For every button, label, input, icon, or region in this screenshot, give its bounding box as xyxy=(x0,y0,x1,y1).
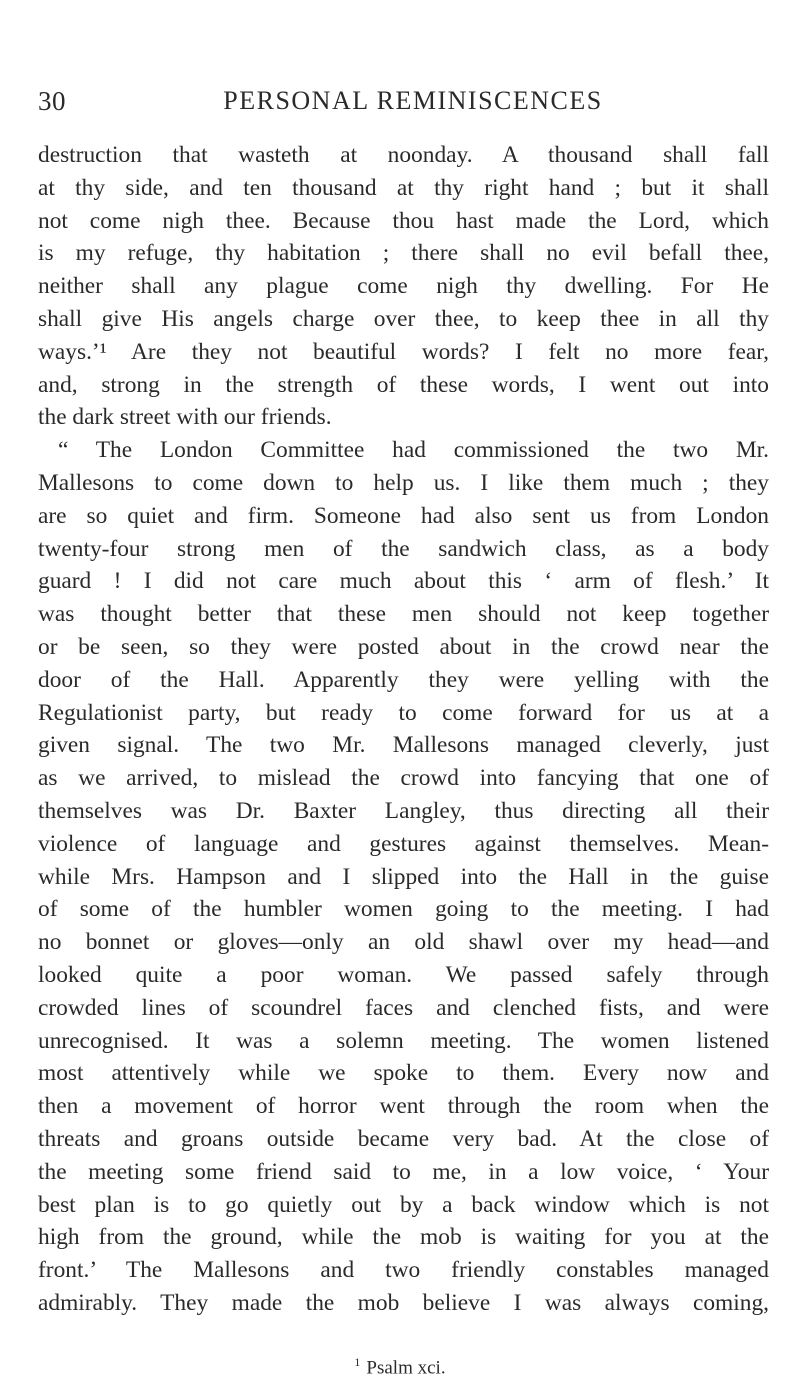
footnote xyxy=(0,1350,800,1380)
text-line: door of the Hall. Apparently they were yelling with the xyxy=(38,666,769,693)
text-line: while Mrs. Hampson and I slipped into the Hall in the guise xyxy=(38,863,769,890)
text-line: ways.’¹ Are they not beautiful words? I felt no more fear, xyxy=(38,338,769,365)
text-line: destruction that wasteth at noonday. A thousand shall fall xyxy=(38,142,769,168)
text-line: neither shall any plague come nigh thy dwelling. For He xyxy=(38,273,769,300)
text-line: violence of language and gestures against themselves. Mean- xyxy=(38,830,769,857)
text-line: and, strong in the strength of these words, I went out into xyxy=(38,371,769,398)
page-number: 30 xyxy=(38,86,66,116)
text-line: guard ! I did not care much about this ‘ arm of flesh.’ It xyxy=(38,568,769,595)
text-line: admirably. They made the mob believe I was always coming, xyxy=(38,1289,769,1316)
text-line: the dark street with our friends. xyxy=(38,404,332,431)
text-line: not come nigh thee. Because thou hast made the Lord, which xyxy=(38,207,769,234)
text-line: themselves was Dr. Baxter Langley, thus directing all their xyxy=(38,797,769,824)
text-line: best plan is to go quietly out by a back window which is not xyxy=(38,1191,769,1218)
text-line: Regulationist party, but ready to come forward for us at a xyxy=(38,699,769,726)
text-line: threats and groans outside became very bad. At the close of xyxy=(38,1125,769,1152)
running-head xyxy=(38,86,768,126)
text-line: crowded lines of scoundrel faces and clenched fists, and were xyxy=(38,994,769,1021)
text-line: is my refuge, thy habitation ; there shall no evil befall thee, xyxy=(38,240,769,267)
text-line: twenty-four strong men of the sandwich class, as a body xyxy=(38,535,769,562)
text-line: are so quiet and firm. Someone had also sent us from London xyxy=(38,502,769,529)
text-line: unrecognised. It was a solemn meeting. The women listened xyxy=(38,1027,769,1054)
text-line: as we arrived, to mislead the crowd into fancying that one of xyxy=(38,765,769,792)
text-line: shall give His angels charge over thee, to keep thee in all thy xyxy=(38,305,769,332)
book-title: PERSONAL REMINISCENCES xyxy=(223,86,603,115)
text-line: then a movement of horror went through the room when the xyxy=(38,1093,769,1120)
text-line: was thought better that these men should not keep together xyxy=(38,601,769,628)
text-line: high from the ground, while the mob is waiting for you at the xyxy=(38,1224,769,1251)
footnote-text: Psalm xci. xyxy=(366,1357,446,1379)
text-line: most attentively while we spoke to them. Every now and xyxy=(38,1060,769,1087)
footnote-marker: 1 xyxy=(354,1355,361,1369)
body-text xyxy=(38,139,769,1320)
text-line: given signal. The two Mr. Mallesons managed cleverly, just xyxy=(38,732,769,759)
text-line: at thy side, and ten thousand at thy right hand ; but it shall xyxy=(38,174,769,201)
text-line: of some of the humbler women going to the meeting. I had xyxy=(38,896,769,923)
text-line: or be seen, so they were posted about in the crowd near the xyxy=(38,633,769,660)
text-line: looked quite a poor woman. We passed safely through xyxy=(38,961,769,988)
text-line: front.’ The Mallesons and two friendly constables managed xyxy=(38,1257,769,1284)
text-line: Mallesons to come down to help us. I like them much ; they xyxy=(38,469,769,496)
text-line: “ The London Committee had commissioned the two Mr. xyxy=(58,437,769,464)
text-line: the meeting some friend said to me, in a low voice, ‘ Your xyxy=(38,1158,769,1185)
text-line: no bonnet or gloves—only an old shawl over my head—and xyxy=(38,929,769,956)
